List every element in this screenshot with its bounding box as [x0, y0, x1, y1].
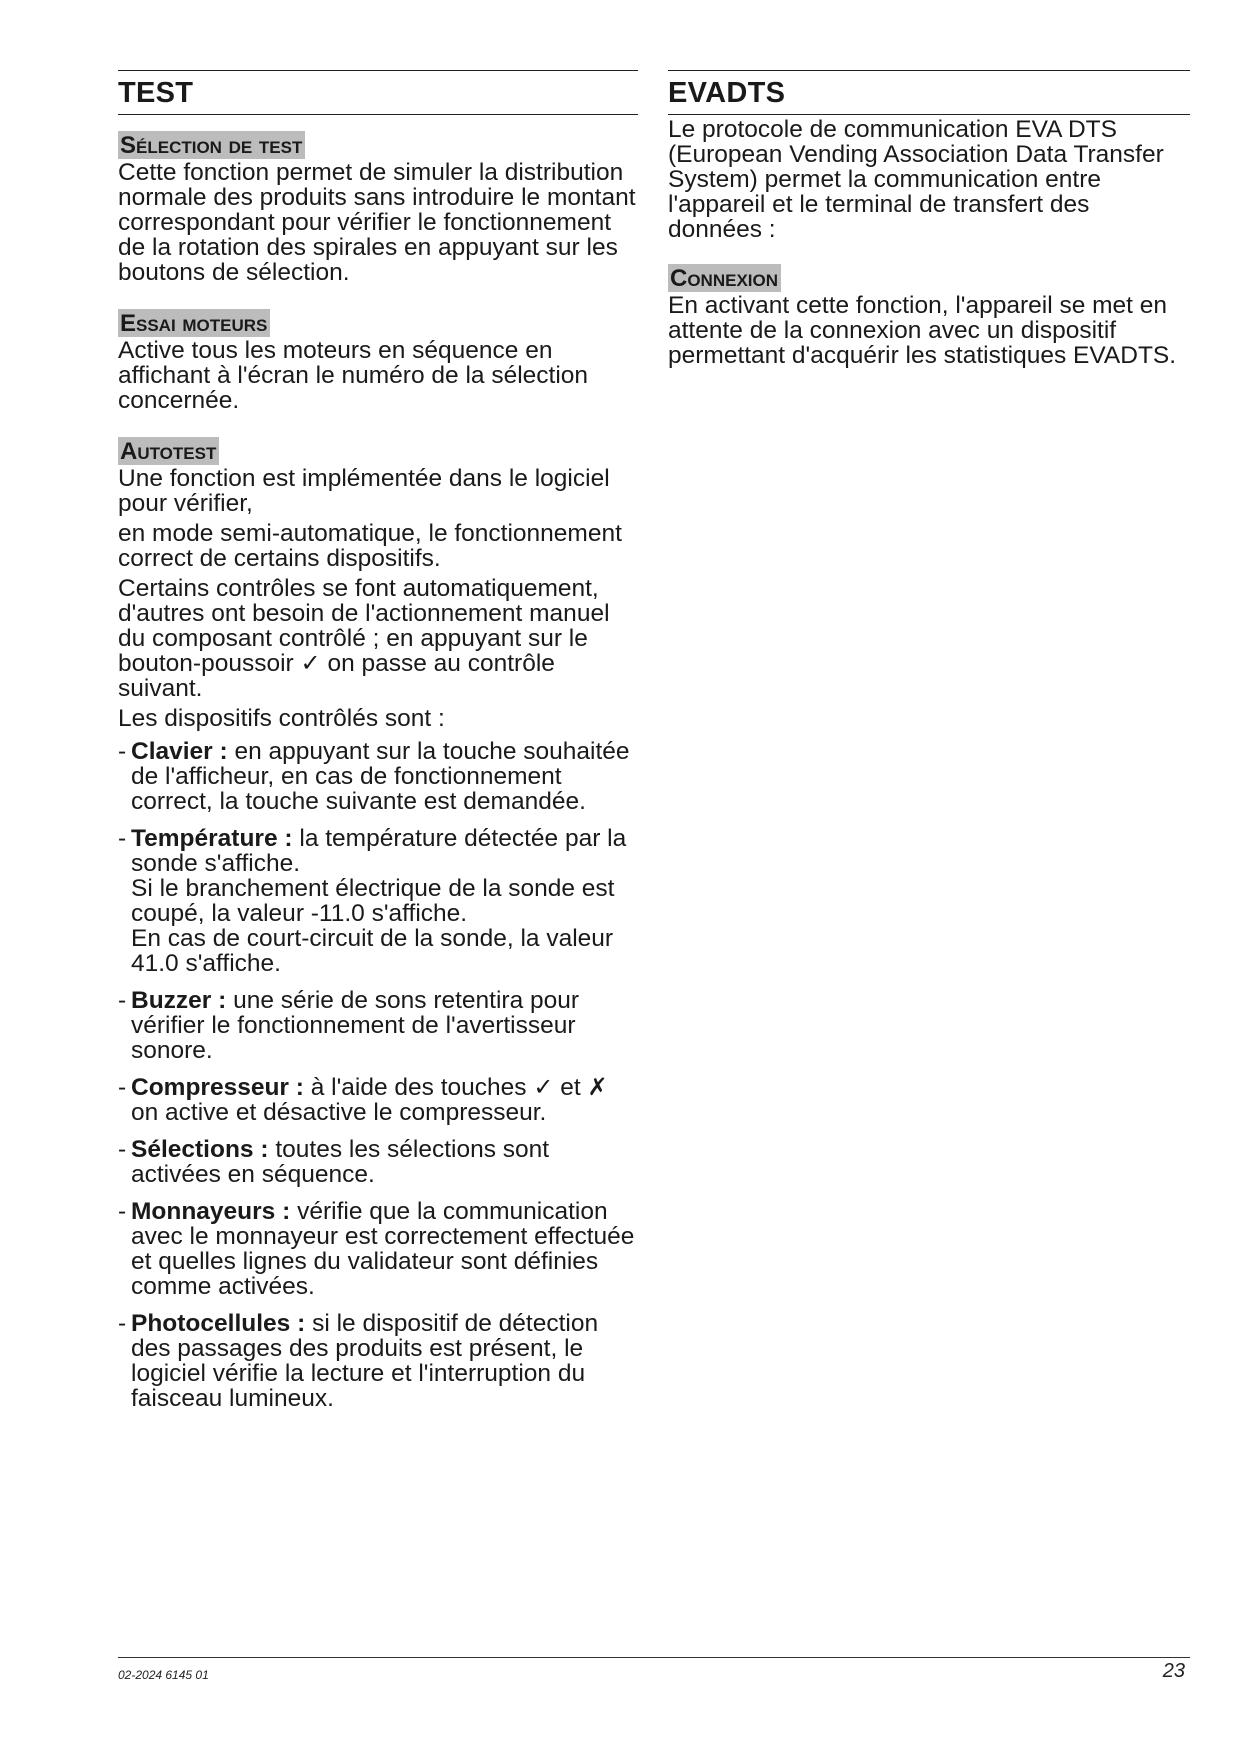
selection-test-text: Cette fonction permet de simuler la distribution normale des produits sans introduire le montant correspondant pour vérifier le fonctionnement de la rotation des spirales en appuyant sur les boutons de sélection.: [118, 159, 636, 286]
autotest-paragraph-3b: on passe au contrôle suivant.: [118, 650, 555, 702]
selections-term: Sélections :: [131, 1136, 269, 1163]
autotest-paragraph-1: Une fonction est implémentée dans le logiciel pour vérifier,: [118, 465, 610, 517]
test-title: TEST: [118, 77, 194, 109]
list-item-selections: - Sélections : toutes les sélections sont activées en séquence.: [118, 1136, 550, 1188]
cross-icon: ✗: [587, 1074, 608, 1101]
list-item-monnayeurs: - Monnayeurs : vérifie que la communication avec le monnayeur est correctement effectuée et quelles lignes du validateur sont définies comme activées.: [118, 1198, 635, 1300]
essai-moteurs-heading: Essai moteurs: [118, 309, 270, 337]
list-item-clavier: - Clavier : en appuyant sur la touche souhaitée de l'afficheur, en cas de fonctionnement correct, la touche suivante est demandée.: [118, 738, 630, 815]
photocellules-text: si le dispositif de détection des passages des produits est présent, le logiciel vérifie la lecture et l'interruption du faisceau lumineux.: [131, 1310, 599, 1412]
device-list: [118, 739, 638, 1411]
evadts-intro: Le protocole de communication EVA DTS (European Vending Association Data Transfer System) permet la communication entre l'appareil et le terminal de transfert des données :: [668, 116, 1164, 243]
list-item-temperature: - Température : la température détectée par la sonde s'affiche. Si le branchement électrique de la sonde est coupé, la valeur -11.0 s'affiche. En cas de court-circuit de la sonde, la valeur 41.0 s'affiche.: [118, 826, 638, 976]
selection-test-block: [118, 131, 638, 285]
buzzer-term: Buzzer :: [131, 987, 227, 1014]
left-column: [118, 70, 638, 1435]
essai-moteurs-text: Active tous les moteurs en séquence en affichant à l'écran le numéro de la sélection concernée.: [118, 337, 589, 414]
check-icon: ✓: [300, 650, 321, 677]
autotest-heading: Autotest: [118, 437, 219, 465]
monnayeurs-term: Monnayeurs :: [131, 1198, 291, 1225]
photocellules-term: Photocellules :: [131, 1310, 306, 1337]
temperature-term: Température :: [131, 825, 293, 852]
list-item-compresseur: - Compresseur : à l'aide des touches ✓ et ✗ on active et désactive le compresseur.: [118, 1074, 608, 1126]
temperature-line-2: Si le branchement électrique de la sonde est coupé, la valeur -11.0 s'affiche.: [131, 875, 615, 927]
essai-moteurs-block: [118, 309, 638, 413]
compresseur-text-c: on active et désactive le compresseur.: [131, 1099, 547, 1126]
autotest-paragraph-3: [118, 576, 638, 701]
compresseur-text-b: et: [560, 1074, 581, 1101]
footer-reference: 02-2024 6145 01: [118, 1668, 209, 1682]
page-number: 23: [1162, 1660, 1185, 1682]
autotest-paragraph-4: Les dispositifs contrôlés sont :: [118, 705, 445, 732]
buzzer-text: une série de sons retentira pour vérifier le fonctionnement de l'avertisseur sonore.: [131, 987, 580, 1064]
compresseur-term: Compresseur :: [131, 1074, 304, 1101]
compresseur-text-a: à l'aide des touches: [310, 1074, 527, 1101]
list-item-photocellules: - Photocellules : si le dispositif de détection des passages des produits est présent, le logiciel vérifie la lecture et l'interruption du faisceau lumineux.: [118, 1310, 599, 1412]
monnayeurs-text: vérifie que la communication avec le monnayeur est correctement effectuée et quelles lignes du validateur sont définies comme activées.: [131, 1198, 635, 1300]
right-column: [668, 70, 1190, 392]
connexion-heading: Connexion: [668, 264, 781, 292]
evadts-title: EVADTS: [668, 77, 786, 109]
autotest-paragraph-2: en mode semi-automatique, le fonctionnement correct de certains dispositifs.: [118, 520, 622, 572]
clavier-term: Clavier :: [131, 738, 228, 765]
clavier-text: en appuyant sur la touche souhaitée de l'afficheur, en cas de fonctionnement correct, la touche suivante est demandée.: [131, 738, 630, 815]
connexion-block: [668, 264, 1190, 368]
temperature-line-3: En cas de court-circuit de la sonde, la valeur 41.0 s'affiche.: [131, 925, 614, 977]
selection-test-heading: Sélection de test: [118, 131, 305, 159]
autotest-paragraph-3a: Certains contrôles se font automatiquement, d'autres ont besoin de l'actionnement manuel du composant contrôlé ; en appuyant sur le bouton-poussoir: [118, 575, 610, 677]
list-item-buzzer: - Buzzer : une série de sons retentira pour vérifier le fonctionnement de l'avertisseur sonore.: [118, 987, 580, 1064]
temperature-text: la température détectée par la sonde s'affiche.: [131, 825, 627, 877]
check-icon: ✓: [533, 1074, 554, 1101]
autotest-block: [118, 437, 638, 1411]
footer-divider: [118, 1657, 1190, 1658]
test-section-header: [118, 70, 638, 115]
evadts-section-header: [668, 70, 1190, 115]
connexion-text: En activant cette fonction, l'appareil se met en attente de la connexion avec un dispositif permettant d'acquérir les statistiques EVADTS.: [668, 292, 1177, 369]
selections-text: toutes les sélections sont activées en séquence.: [131, 1136, 550, 1188]
